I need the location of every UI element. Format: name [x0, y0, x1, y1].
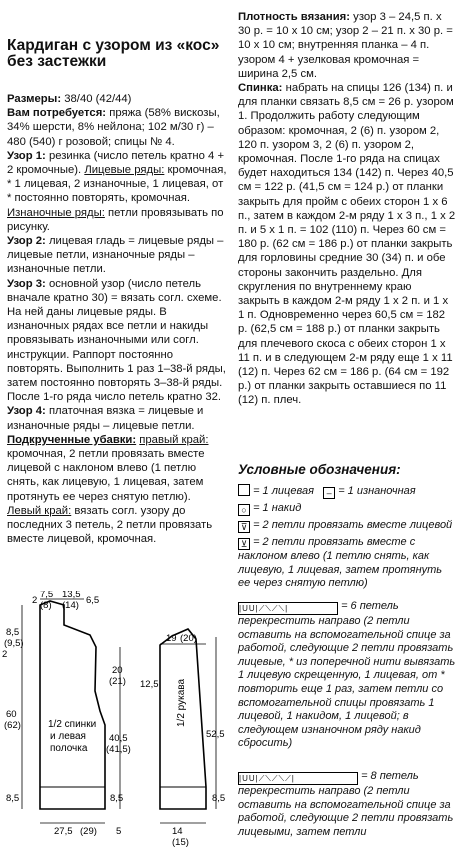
hems-paragraph [7, 433, 227, 547]
pattern2-label: Узор 2: [7, 235, 46, 248]
article-title: Кардиган с узором из «кос» без застежки [7, 37, 220, 70]
pattern3-text: основной узор (число петель вначале кратно 30) = вязать согл. схеме. На ней даны лицевые ряды. В изнаночных рядах все петли и накиды провязывать изнаночными или согл. инструкции. Раппорт постоянно повторять. Выполнить 1 раз 1–38-й ряды, затем постоянно повторять 3–38-й ряды. После 1-го ряда число петель кратно 32. [7, 277, 226, 404]
hems-u1: Подкрученные убавки: [7, 433, 137, 446]
instructions-right [238, 10, 456, 408]
pattern4-text: платочная вязка = лицевые и изнаночные ряды – лицевые петли. [7, 405, 204, 432]
dim-top-1: 7,5 [40, 591, 54, 600]
pattern4-paragraph [7, 404, 227, 432]
legend-purl-text: = 1 изнаночная [338, 485, 416, 497]
density-paragraph [238, 10, 456, 81]
dim-top-4: (14) [62, 600, 79, 611]
cross6-symbol-icon: |UU|⟋⟍⟋⟍| [238, 602, 338, 615]
materials-paragraph [7, 106, 227, 149]
hems-u3: Левый край: [7, 504, 72, 517]
pattern-schematic [0, 591, 232, 853]
dim-inner-1: 20 [112, 665, 123, 676]
pattern1-paragraph [7, 149, 227, 234]
dim-sleeve-right-1: 52,5 [206, 729, 225, 740]
back-text: набрать на спицы 126 (134) п. и для планки связать 8,5 см = 26 р. узором 1. Продолжить работу следующим образом: кромочная, 2 (6) п. узором 2, 120 п. узором 3, 2 (6) п. узором 2, кромочная. После 1-го ряда на спицах будет находиться 134 (142) п. Через 40,5 см = 122 р. (41,5 см = 124 р.) от планки закрыть для пройм с обеих сторон 1 х 6 п., затем в каждом 2-м ряду 1 х 3 п., 1 х 2 п. и 5 х 1 п. = 102 (110) п. Через 60 см = 180 р. (62 см = 186 р.) от планки закрыть для горловины средние 30 (34) п. и обе стороны закончить раздельно. Для скругления по внутреннему краю закрыть в каждом 2-м ряду 1 х 2 п. и 1 х 1 п. Одновременно через 60,5 см = 182 р. (62,5 см = 188 р.) от планки закрыть для плечевого скоса с обеих сторон 1 х 11 п. и в следующем 2-м ряду еще 1 х 11 (12) п. Через 62 см = 186 р. (64 см = 192 р.) от планки закрыть оставшиеся по 11 (12) п. плеч. [238, 82, 456, 407]
pattern3-paragraph [7, 277, 227, 405]
dim-bottom-2: (29) [80, 826, 97, 837]
pattern1-text3: петли провязывать по рисунку. [7, 206, 224, 233]
body-label-1: 1/2 спинки [48, 719, 97, 730]
legend-knit-purl [238, 484, 456, 499]
purl-symbol-icon: – [323, 487, 335, 499]
hems-text1: кромочная, 2 петли провязать вместе лицевой с наклоном влево (1 петлю снять, как лицевую, 1 лицевая, затем протянуть ее через снятую петлю). [7, 448, 205, 503]
dim-top-2: 13,5 [62, 591, 81, 600]
pattern2-text: лицевая гладь = лицевые ряды – лицевые петли, изнаночные ряды – изнаночные петли. [7, 235, 224, 276]
dim-left-3: 2 [2, 649, 8, 660]
sizes-label: Размеры: [7, 93, 62, 105]
legend-title: Условные обозначения: [238, 462, 401, 477]
body-label-2: и левая [50, 731, 86, 742]
pattern1-u2: Изнаночные ряды: [7, 206, 105, 219]
dim-inner-2: (21) [109, 676, 126, 687]
dim-left-1: 8,5 [6, 627, 20, 638]
legend-k2tog-text: = 2 петли провязать вместе лицевой [253, 519, 453, 531]
materials-label: Вам потребуется: [7, 107, 107, 120]
dim-sleeve-bottom-2: (15) [172, 837, 189, 848]
instructions-left [7, 92, 227, 547]
legend-ssk-text: = 2 петли провязать вместе с наклоном влево (1 петлю снять, как лицевую, 1 лицевая, затем протянуть ее через снятую петлю) [238, 536, 443, 590]
density-text: узор 3 – 24,5 п. х 30 р. = 10 х 10 см; узор 2 – 21 п. х 30 р. = 10 х 10 см; внутренняя планка – 4 п. узором 4 + узелковая кромочная = ширина 2,5 см. [238, 11, 453, 80]
pattern4-label: Узор 4: [7, 405, 46, 418]
dim-top-6: 2 [32, 595, 38, 606]
k2tog-symbol-icon: ⊽ [238, 521, 250, 533]
dim-sleeve-bottom-1: 14 [172, 826, 183, 837]
pattern1-u1: Лицевые ряды: [84, 164, 165, 177]
dim-bottom-1: 27,5 [54, 826, 73, 837]
dim-top-3: (8) [40, 600, 52, 611]
sizes-text: 38/40 (42/44) [64, 93, 132, 105]
yarn-over-symbol-icon: ○ [238, 504, 250, 516]
dim-left-4: 60 [6, 709, 17, 720]
pattern3-label: Узор 3: [7, 277, 46, 290]
legend-cross6-text: = 6 петель перекрестить направо (2 петли оставить на вспомогательной спице за работой, следующие 2 петли провязать лицевые, * из поперечной нити вывязать 1 лицевую скрещенную, 1 лицевая, от * повторить еще 1 раз, затем петли со вспомогательной спицы провязать 1 лицевой, 1 накидом, 1 лицевой; в следующем изнаночном ряду накид сбросить) [238, 600, 456, 750]
pattern1-label: Узор 1: [7, 149, 46, 162]
dim-bottom-3: 5 [116, 826, 122, 837]
dim-sleeve-top-2: (20) [180, 633, 197, 644]
back-label: Спинка: [238, 82, 283, 95]
legend-ssk [238, 536, 456, 591]
ssk-symbol-icon: ⊻ [238, 538, 250, 550]
pattern1-text2: кромочная, * 1 лицевая, 2 изнаночные, 1 лицевая, от * постоянно повторять, кромочная. [7, 164, 227, 205]
sleeve-label: 1/2 рукава [176, 678, 187, 727]
hems-u2: правый край: [139, 433, 209, 446]
dim-left-6: 8,5 [6, 793, 20, 804]
density-label: Плотность вязания: [238, 11, 351, 23]
materials-text: пряжа (58% вискозы, 34% шерсти, 8% нейлона; 102 м/30 г) – 480 (540) г розовой; спицы № 4. [7, 107, 220, 148]
body-label-3: полочка [50, 743, 88, 754]
legend-cross8 [238, 770, 456, 839]
legend-cross6 [238, 600, 456, 751]
legend-knit-text: = 1 лицевая [253, 485, 314, 497]
body-outline [40, 601, 105, 809]
legend-yo-text: = 1 накид [253, 502, 302, 514]
dim-inner-3: 40,5 [109, 733, 128, 744]
pattern2-paragraph [7, 234, 227, 277]
hems-text2: вязать согл. узору до последних 3 петель, 2 петли провязать вместе лицевой, кромочная. [7, 504, 213, 546]
legend-cross8-text: = 8 петель перекрестить направо (2 петли оставить на вспомогательной спице за работой, следующие 2 петли провязать лицевыми, затем петли [238, 770, 454, 838]
dim-left-5: (62) [4, 720, 21, 731]
cross8-symbol-icon: |UU|⟋⟍⟋⟍⟋| [238, 772, 358, 785]
dim-inner-5: 8,5 [110, 793, 124, 804]
dim-left-2: (9,5) [4, 638, 24, 649]
sizes-paragraph [7, 92, 227, 106]
legend-k2tog [238, 519, 456, 533]
dim-sleeve-top-3: 12,5 [140, 679, 159, 690]
dim-sleeve-right-2: 8,5 [212, 793, 226, 804]
dim-top-5: 6,5 [86, 595, 100, 606]
pattern1-text1: резинка (число петель кратно 4 + 2 кромочные). [7, 149, 225, 177]
dim-inner-4: (41,5) [106, 744, 131, 755]
legend-yo [238, 502, 456, 516]
knit-symbol-icon [238, 484, 250, 496]
dim-sleeve-top-1: 19 [166, 633, 177, 644]
back-paragraph [238, 81, 456, 408]
